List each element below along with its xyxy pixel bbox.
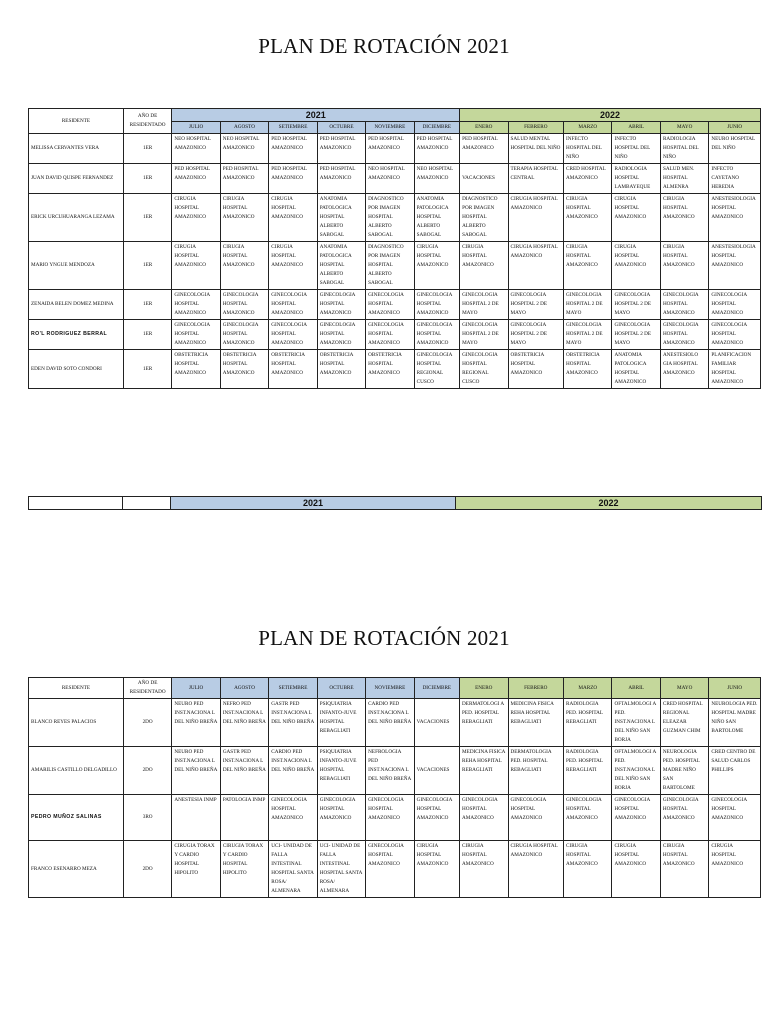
rotation-cell: CIRUGIA HOSPITAL AMAZONICO	[564, 841, 612, 898]
month-header: ENERO	[460, 122, 508, 134]
rotation-cell: GINECOLOGIA HOSPITAL AMAZONICO	[709, 290, 761, 320]
rotation-cell: OBSTETRICIA HOSPITAL AMAZONICO	[564, 350, 612, 389]
residency-year: 1ER	[123, 320, 171, 350]
rotation-cell: UCI- UNIDAD DE FALLA INTESTINAL HOSPITAL SANTA ROSA/ ALMENARA	[317, 841, 365, 898]
month-header: ABRIL	[612, 678, 660, 699]
divider-year-2022: 2022	[456, 497, 762, 510]
rotation-cell: GINECOLOGIA HOSPITAL AMAZONICO	[660, 320, 708, 350]
rotation-cell: GINECOLOGIA HOSPITAL AMAZONICO	[414, 320, 459, 350]
rotation-cell: CIRUGIA HOSPITAL AMAZONICO	[660, 194, 708, 242]
rotation-cell: PED HOSPITAL AMAZONICO	[172, 164, 220, 194]
rotation-cell: GINECOLOGIA HOSPITAL REGIONAL CUSCO	[414, 350, 459, 389]
rotation-cell: GINECOLOGIA HOSPITAL AMAZONICO	[612, 795, 660, 841]
resident-row	[29, 290, 761, 320]
resident-row	[29, 747, 761, 795]
month-header: MARZO	[564, 678, 612, 699]
rotation-cell: NEO HOSPITAL AMAZONICO	[366, 164, 414, 194]
residency-year: 1ER	[123, 194, 171, 242]
year-divider-table	[28, 496, 762, 510]
rotation-cell: GINECOLOGIA HOSPITAL AMAZONICO	[317, 795, 365, 841]
rotation-cell: VACACIONES	[414, 747, 459, 795]
rotation-cell: PSIQUIATRIA INFANTO-JUVE HOSPITAL REBAGLIATI	[317, 699, 365, 747]
rotation-cell: CRED HOSPITAL REGIONAL ELEAZAR GUZMAN CHIM	[660, 699, 708, 747]
rotation-cell: PATOLOGIA INMP	[220, 795, 268, 841]
rotation-cell: GINECOLOGIA HOSPITAL AMAZONICO	[709, 320, 761, 350]
month-header: OCTUBRE	[317, 122, 365, 134]
rotation-cell: GINECOLOGIA HOSPITAL AMAZONICO	[220, 320, 268, 350]
month-header: JULIO	[172, 678, 220, 699]
residency-year: 3RO	[123, 795, 171, 841]
month-header: AGOSTO	[220, 122, 268, 134]
rotation-cell: GASTR PED INST.NACIONA L DEL NIÑO BREÑA	[269, 699, 317, 747]
rotation-cell: VACACIONES	[460, 164, 508, 194]
month-header: SETIEMBRE	[269, 678, 317, 699]
resident-name: ZENAIDA BELEN DOMEZ MEDINA	[29, 290, 124, 320]
rotation-cell: DERMATOLOGI A PED. HOSPITAL REBAGLIATI	[460, 699, 508, 747]
rotation-cell: GINECOLOGIA HOSPITAL 2 DE MAYO	[564, 320, 612, 350]
month-header: NOVIEMBRE	[366, 122, 414, 134]
rotation-cell: CIRUGIA HOSPITAL AMAZONICO	[172, 194, 220, 242]
resident-row	[29, 350, 761, 389]
rotation-table-2	[28, 677, 761, 898]
resident-name: MARIO YNGUE MENDOZA	[29, 242, 124, 290]
month-header: AGOSTO	[220, 678, 268, 699]
month-header: MARZO	[564, 122, 612, 134]
rotation-cell: PED HOSPITAL AMAZONICO	[414, 134, 459, 164]
rotation-cell: RADIOLOGIA HOSPITAL LAMBAYEQUE	[612, 164, 660, 194]
rotation-cell: GINECOLOGIA HOSPITAL AMAZONICO	[317, 320, 365, 350]
rotation-cell: CIRUGIA HOSPITAL AMAZONICO	[612, 194, 660, 242]
rotation-cell: CIRUGIA HOSPITAL AMAZONICO	[508, 841, 564, 898]
month-header: FEBRERO	[508, 678, 564, 699]
resident-row	[29, 164, 761, 194]
rotation-cell: GINECOLOGIA HOSPITAL AMAZONICO	[366, 290, 414, 320]
rotation-cell: NEURO PED INST.NACIONA L DEL NIÑO BREÑA	[172, 747, 220, 795]
resident-name: EDEN DAVID SOTO CONDORI	[29, 350, 124, 389]
residency-year: 1ER	[123, 350, 171, 389]
rotation-table-1	[28, 108, 761, 389]
rotation-cell: ANESTESIOLO GIA HOSPITAL AMAZONICO	[660, 350, 708, 389]
resident-name: BLANCO REYES PALACIOS	[29, 699, 124, 747]
month-header: OCTUBRE	[317, 678, 365, 699]
rotation-cell: GINECOLOGIA HOSPITAL 2 DE MAYO	[460, 320, 508, 350]
residency-year: 1ER	[123, 164, 171, 194]
rotation-cell: OBSTETRICIA HOSPITAL AMAZONICO	[172, 350, 220, 389]
month-header: MAYO	[660, 122, 708, 134]
rotation-cell: MEDICINA FISICA REHA HOSPITAL REBAGLIATI	[508, 699, 564, 747]
rotation-cell: CIRUGIA TORAX Y CARDIO HOSPITAL HIPOLITO	[172, 841, 220, 898]
rotation-cell: PED HOSPITAL AMAZONICO	[366, 134, 414, 164]
rotation-cell: PED HOSPITAL AMAZONICO	[220, 164, 268, 194]
rotation-cell: OBSTETRICIA HOSPITAL AMAZONICO	[366, 350, 414, 389]
rotation-cell: GINECOLOGIA HOSPITAL AMAZONICO	[269, 320, 317, 350]
rotation-cell: PED HOSPITAL AMAZONICO	[317, 164, 365, 194]
rotation-cell: GINECOLOGIA HOSPITAL 2 DE MAYO	[460, 290, 508, 320]
rotation-cell: GINECOLOGIA HOSPITAL AMAZONICO	[414, 290, 459, 320]
rotation-cell: CIRUGIA HOSPITAL AMAZONICO	[460, 841, 508, 898]
plan1-title: PLAN DE ROTACIÓN 2021	[258, 34, 510, 58]
resident-name: MELISSA CERVANTES VERA	[29, 134, 124, 164]
rotation-cell: ANATOMIA PATOLOGICA HOSPITAL AMAZONICO	[612, 350, 660, 389]
resident-name: FRANCO ESENARRO MEZA	[29, 841, 124, 898]
rotation-cell: DIAGNOSTICO POR IMAGEN HOSPITAL ALBERTO SABOGAL	[366, 194, 414, 242]
rotation-cell: GINECOLOGIA HOSPITAL AMAZONICO	[460, 795, 508, 841]
rotation-cell: GINECOLOGIA HOSPITAL REGIONAL CUSCO	[460, 350, 508, 389]
residency-year: 2DO	[123, 747, 171, 795]
resident-row	[29, 320, 761, 350]
divider-empty-cell	[123, 497, 171, 510]
resident-name: AMARILIS CASTILLO DELGADILLO	[29, 747, 124, 795]
resident-name: JUAN DAVID QUISPE FERNANDEZ	[29, 164, 124, 194]
rotation-cell: CARDIO PED INST.NACIONA L DEL NIÑO BREÑA	[366, 699, 414, 747]
rotation-cell: RADIOLOGIA HOSPITAL DEL NIÑO	[660, 134, 708, 164]
rotation-cell: CIRUGIA HOSPITAL AMAZONICO	[460, 242, 508, 290]
rotation-cell: GINECOLOGIA HOSPITAL AMAZONICO	[660, 290, 708, 320]
rotation-cell: GINECOLOGIA HOSPITAL 2 DE MAYO	[612, 290, 660, 320]
rotation-cell: OBSTETRICIA HOSPITAL AMAZONICO	[220, 350, 268, 389]
rotation-cell: CIRUGIA HOSPITAL AMAZONICO	[414, 841, 459, 898]
residency-year: 1ER	[123, 242, 171, 290]
rotation-cell: GINECOLOGIA HOSPITAL AMAZONICO	[508, 795, 564, 841]
rotation-cell: CRED CENTRO DE SALUD CARLOS PHILLIPS	[709, 747, 761, 795]
rotation-cell: CIRUGIA HOSPITAL AMAZONICO	[220, 194, 268, 242]
residency-year: 2DO	[123, 699, 171, 747]
rotation-cell: NEUROLOGIA PED. HOSPITAL MADRE NIÑO SAN BARTOLOME	[660, 747, 708, 795]
rotation-cell: GINECOLOGIA HOSPITAL AMAZONICO	[172, 320, 220, 350]
rotation-cell: GINECOLOGIA HOSPITAL AMAZONICO	[317, 290, 365, 320]
rotation-cell: OBSTETRICIA HOSPITAL AMAZONICO	[317, 350, 365, 389]
rotation-cell: ANESTESIA INMP	[172, 795, 220, 841]
resident-name: PEDRO MUÑOZ SALINAS	[29, 795, 124, 841]
rotation-cell: ANATOMIA PATOLOGICA HOSPITAL ALBERTO SABOGAL	[317, 242, 365, 290]
rotation-cell: GINECOLOGIA HOSPITAL AMAZONICO	[269, 795, 317, 841]
month-header: SETIEMBRE	[269, 122, 317, 134]
rotation-cell: GASTR PED INST.NACIONA L DEL NIÑO BREÑA	[220, 747, 268, 795]
divider-empty-cell	[29, 497, 123, 510]
rotation-cell: GINECOLOGIA HOSPITAL AMAZONICO	[709, 795, 761, 841]
rotation-cell: DIAGNOSTICO POR IMAGEN HOSPITAL ALBERTO SABOGAL	[460, 194, 508, 242]
rotation-cell: CIRUGIA HOSPITAL AMAZONICO	[612, 242, 660, 290]
rotation-cell: CIRUGIA HOSPITAL AMAZONICO	[564, 242, 612, 290]
rotation-cell: CARDIO PED INST.NACIONA L DEL NIÑO BREÑA	[269, 747, 317, 795]
resident-row	[29, 841, 761, 898]
rotation-cell: SALUD MEN. HOSPITAL ALMENRA	[660, 164, 708, 194]
resident-header: RESIDENTE	[29, 109, 124, 134]
rotation-cell: NEO HOSPITAL AMAZONICO	[172, 134, 220, 164]
rotation-cell: CIRUGIA HOSPITAL AMAZONICO	[508, 242, 564, 290]
rotation-cell: CIRUGIA HOSPITAL AMAZONICO	[220, 242, 268, 290]
year-header: AÑO DE RESIDENTADO	[123, 678, 171, 699]
rotation-cell: CIRUGIA HOSPITAL AMAZONICO	[660, 242, 708, 290]
rotation-cell: DERMATOLOGIA PED. HOSPITAL REBAGLIATI	[508, 747, 564, 795]
rotation-cell: GINECOLOGIA HOSPITAL AMAZONICO	[366, 795, 414, 841]
plan2-title: PLAN DE ROTACIÓN 2021	[258, 626, 510, 650]
resident-row	[29, 242, 761, 290]
rotation-cell: CIRUGIA HOSPITAL AMAZONICO	[269, 242, 317, 290]
rotation-cell: ANATOMIA PATOLOGICA HOSPITAL ALBERTO SABOGAL	[317, 194, 365, 242]
rotation-cell: UCI- UNIDAD DE FALLA INTESTINAL HOSPITAL SANTA ROSA/ ALMENARA	[269, 841, 317, 898]
divider-year-2021: 2021	[171, 497, 456, 510]
rotation-cell: ANATOMIA PATOLOGICA HOSPITAL ALBERTO SABOGAL	[414, 194, 459, 242]
residency-year: 1ER	[123, 290, 171, 320]
rotation-cell: CRED HOSPITAL AMAZONICO	[564, 164, 612, 194]
rotation-cell: GINECOLOGIA HOSPITAL AMAZONICO	[269, 290, 317, 320]
rotation-cell: OBSTETRICIA HOSPITAL AMAZONICO	[269, 350, 317, 389]
month-header: NOVIEMBRE	[366, 678, 414, 699]
rotation-cell: NEFRO PED INST.NACIONA L DEL NIÑO BREÑA	[220, 699, 268, 747]
resident-row	[29, 194, 761, 242]
month-header: JULIO	[172, 122, 220, 134]
residency-year: 1ER	[123, 134, 171, 164]
resident-row	[29, 134, 761, 164]
rotation-cell: GINECOLOGIA HOSPITAL 2 DE MAYO	[612, 320, 660, 350]
rotation-cell: NEO HOSPITAL AMAZONICO	[414, 164, 459, 194]
rotation-cell: CIRUGIA HOSPITAL AMAZONICO	[269, 194, 317, 242]
rotation-cell: GINECOLOGIA HOSPITAL AMAZONICO	[172, 290, 220, 320]
rotation-cell: PED HOSPITAL AMAZONICO	[460, 134, 508, 164]
rotation-cell: MEDICINA FISICA REHA HOSPITAL REBAGLIATI	[460, 747, 508, 795]
rotation-cell: CIRUGIA HOSPITAL AMAZONICO	[612, 841, 660, 898]
rotation-cell: SALUD MENTAL HOSPITAL DEL NIÑO	[508, 134, 564, 164]
rotation-cell: INFECTO HOSPITAL DEL NIÑO	[612, 134, 660, 164]
resident-name: ERICK URCUHUARANGA LEZAMA	[29, 194, 124, 242]
rotation-cell: DIAGNOSTICO POR IMAGEN HOSPITAL ALBERTO SABOGAL	[366, 242, 414, 290]
rotation-cell: CIRUGIA HOSPITAL AMAZONICO	[414, 242, 459, 290]
resident-row	[29, 795, 761, 841]
rotation-cell: PLANIFICACION FAMILIAR HOSPITAL AMAZONICO	[709, 350, 761, 389]
rotation-cell: ANESTESIOLOGIA HOSPITAL AMAZONICO	[709, 194, 761, 242]
month-header: MAYO	[660, 678, 708, 699]
year-group-2022: 2022	[460, 109, 761, 122]
rotation-cell: CIRUGIA TORAX Y CARDIO HOSPITAL HIPOLITO	[220, 841, 268, 898]
rotation-cell: CIRUGIA HOSPITAL AMAZONICO	[172, 242, 220, 290]
rotation-cell: NEO HOSPITAL AMAZONICO	[220, 134, 268, 164]
rotation-cell: GINECOLOGIA HOSPITAL AMAZONICO	[366, 320, 414, 350]
resident-row	[29, 699, 761, 747]
rotation-cell: INFECTO CAYETANO HEREDIA	[709, 164, 761, 194]
rotation-cell: CIRUGIA HOSPITAL AMAZONICO	[709, 841, 761, 898]
rotation-cell: PED HOSPITAL AMAZONICO	[269, 164, 317, 194]
month-header: ENERO	[460, 678, 508, 699]
rotation-cell: OFTALMOLOGI A PED. INST.NACIONA L DEL NIÑO SAN BORJA	[612, 747, 660, 795]
rotation-cell: GINECOLOGIA HOSPITAL AMAZONICO	[660, 795, 708, 841]
rotation-cell: CIRUGIA HOSPITAL AMAZONICO	[564, 194, 612, 242]
rotation-cell: GINECOLOGIA HOSPITAL AMAZONICO	[366, 841, 414, 898]
rotation-cell: OFTALMOLOGI A PED. INST.NACIONA L DEL NIÑO SAN BORJA	[612, 699, 660, 747]
rotation-cell: NEURO PED INST.NACIONA L DEL NIÑO BREÑA	[172, 699, 220, 747]
rotation-cell: PED HOSPITAL AMAZONICO	[317, 134, 365, 164]
month-header: FEBRERO	[508, 122, 564, 134]
rotation-cell: GINECOLOGIA HOSPITAL AMAZONICO	[220, 290, 268, 320]
resident-name: RO'L RODRIGUEZ BERRAL	[29, 320, 124, 350]
rotation-cell: NEURO HOSPITAL DEL NIÑO	[709, 134, 761, 164]
rotation-cell: NEFROLOGIA PED INST.NACIONA L DEL NIÑO BREÑA	[366, 747, 414, 795]
rotation-cell: CIRUGIA HOSPITAL AMAZONICO	[508, 194, 564, 242]
month-header: JUNIO	[709, 678, 761, 699]
month-header: DICIEMBRE	[414, 122, 459, 134]
resident-header: RESIDENTE	[29, 678, 124, 699]
month-header: DICIEMBRE	[414, 678, 459, 699]
rotation-cell: PED HOSPITAL AMAZONICO	[269, 134, 317, 164]
rotation-cell: ANESTESIOLOGIA HOSPITAL AMAZONICO	[709, 242, 761, 290]
residency-year: 2DO	[123, 841, 171, 898]
month-header: JUNIO	[709, 122, 761, 134]
rotation-cell: GINECOLOGIA HOSPITAL AMAZONICO	[564, 795, 612, 841]
month-header: ABRIL	[612, 122, 660, 134]
rotation-cell: RADIOLOGIA PED. HOSPITAL REBAGLIATI	[564, 747, 612, 795]
year-header: AÑO DE RESIDENTADO	[123, 109, 171, 134]
rotation-cell: GINECOLOGIA HOSPITAL AMAZONICO	[414, 795, 459, 841]
year-group-2021: 2021	[172, 109, 460, 122]
rotation-cell: TERAPIA HOSPITAL CENTRAL	[508, 164, 564, 194]
rotation-cell: PSIQUIATRIA INFANTO-JUVE HOSPITAL REBAGLIATI	[317, 747, 365, 795]
rotation-cell: NEUROLOGIA PED. HOSPITAL MADRE NIÑO SAN BARTOLOME	[709, 699, 761, 747]
rotation-cell: CIRUGIA HOSPITAL AMAZONICO	[660, 841, 708, 898]
rotation-cell: GINECOLOGIA HOSPITAL 2 DE MAYO	[508, 290, 564, 320]
rotation-cell: GINECOLOGIA HOSPITAL 2 DE MAYO	[564, 290, 612, 320]
rotation-cell: OBSTETRICIA HOSPITAL AMAZONICO	[508, 350, 564, 389]
rotation-cell: VACACIONES	[414, 699, 459, 747]
rotation-cell: GINECOLOGIA HOSPITAL 2 DE MAYO	[508, 320, 564, 350]
rotation-cell: INFECTO HOSPITAL DEL NIÑO	[564, 134, 612, 164]
rotation-cell: RADIOLOGIA PED. HOSPITAL REBAGLIATI	[564, 699, 612, 747]
